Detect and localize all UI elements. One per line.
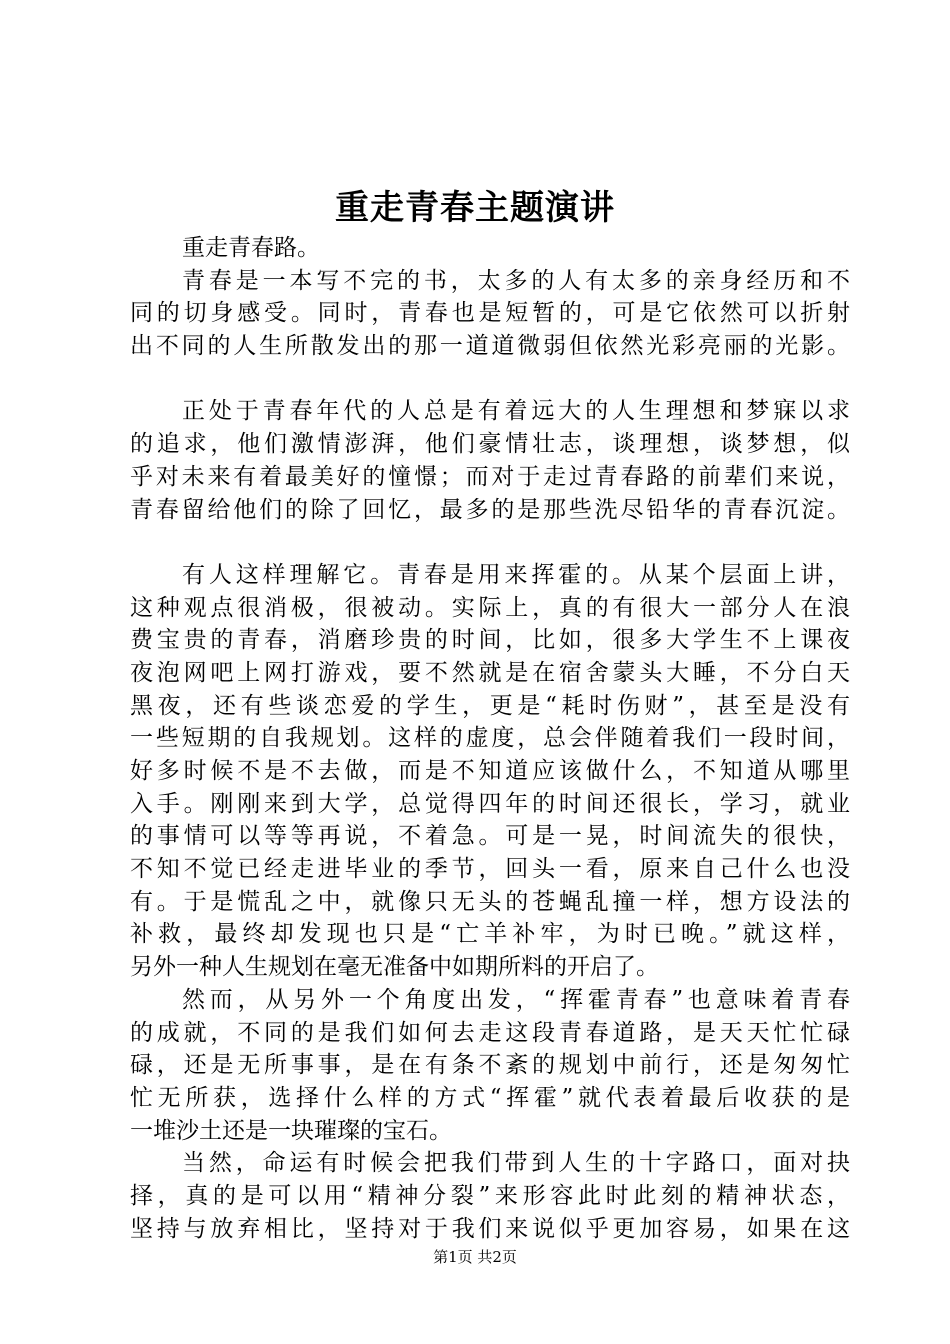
text-line: 黑夜，还有些谈恋爱的学生，更是“耗时伤财”，甚至是没有 — [130, 692, 850, 719]
text-line: 当然，命运有时候会把我们带到人生的十字路口，面对抉 — [182, 1150, 850, 1177]
document-body — [130, 232, 850, 1245]
text-line: 不知不觉已经走进毕业的季节，回头一看，原来自己什么也没 — [130, 856, 850, 883]
text-line: 的追求，他们激情澎湃，他们豪情壮志，谈理想，谈梦想，似 — [130, 431, 850, 458]
text-line: 补救，最终却发现也只是“亡羊补牢，为时已晚。”就这样， — [130, 921, 850, 948]
text-line: 的成就，不同的是我们如何去走这段青春道路，是天天忙忙碌 — [130, 1019, 850, 1046]
text-line: 出不同的人生所散发出的那一道道微弱但依然光彩亮丽的光影。 — [130, 333, 850, 360]
text-line: 同的切身感受。同时，青春也是短暂的，可是它依然可以折射 — [130, 300, 850, 327]
text-line: 的事情可以等等再说，不着急。可是一晃，时间流失的很快， — [130, 823, 850, 850]
text-line: 青春是一本写不完的书，太多的人有太多的亲身经历和不 — [182, 267, 850, 294]
text-line: 费宝贵的青春，消磨珍贵的时间，比如，很多大学生不上课夜 — [130, 627, 850, 654]
text-line: 有。于是慌乱之中，就像只无头的苍蝇乱撞一样，想方设法的 — [130, 888, 850, 915]
page-number-footer: 第1页 共2页 — [433, 1248, 517, 1266]
text-line: 忙无所获，选择什么样的方式“挥霍”就代表着最后收获的是 — [130, 1084, 850, 1111]
text-line: 择，真的是可以用“精神分裂”来形容此时此刻的精神状态， — [130, 1182, 850, 1209]
paragraph-gap — [130, 363, 850, 396]
paragraph-gap — [130, 526, 850, 559]
text-line: 乎对未来有着最美好的憧憬；而对于走过青春路的前辈们来说， — [130, 463, 850, 490]
page-title: 重走青春主题演讲 — [335, 188, 615, 228]
text-line: 另外一种人生规划在毫无准备中如期所料的开启了。 — [130, 954, 659, 981]
text-line: 一些短期的自我规划。这样的虚度，总会伴随着我们一段时间， — [130, 725, 850, 752]
text-line: 入手。刚刚来到大学，总觉得四年的时间还很长，学习，就业 — [130, 790, 850, 817]
text-line: 青春留给他们的除了回忆，最多的是那些洗尽铅华的青春沉淀。 — [130, 496, 850, 523]
text-line: 碌，还是无所事事，是在有条不紊的规划中前行，还是匆匆忙 — [130, 1052, 850, 1079]
text-line: 然而，从另外一个角度出发，“挥霍青春”也意味着青春 — [182, 986, 850, 1013]
text-line: 重走青春路。 — [182, 235, 320, 261]
text-line: 正处于青春年代的人总是有着远大的人生理想和梦寐以求 — [182, 398, 850, 425]
text-line: 坚持与放弃相比，坚持对于我们来说似乎更加容易，如果在这 — [130, 1215, 850, 1242]
text-line: 夜泡网吧上网打游戏，要不然就是在宿舍蒙头大睡，不分白天 — [130, 659, 850, 686]
text-line: 有人这样理解它。青春是用来挥霍的。从某个层面上讲， — [182, 561, 850, 588]
text-line: 这种观点很消极，很被动。实际上，真的有很大一部分人在浪 — [130, 594, 850, 621]
text-line: 好多时候不是不去做，而是不知道应该做什么，不知道从哪里 — [130, 758, 850, 784]
text-line: 一堆沙土还是一块璀璨的宝石。 — [130, 1117, 452, 1144]
